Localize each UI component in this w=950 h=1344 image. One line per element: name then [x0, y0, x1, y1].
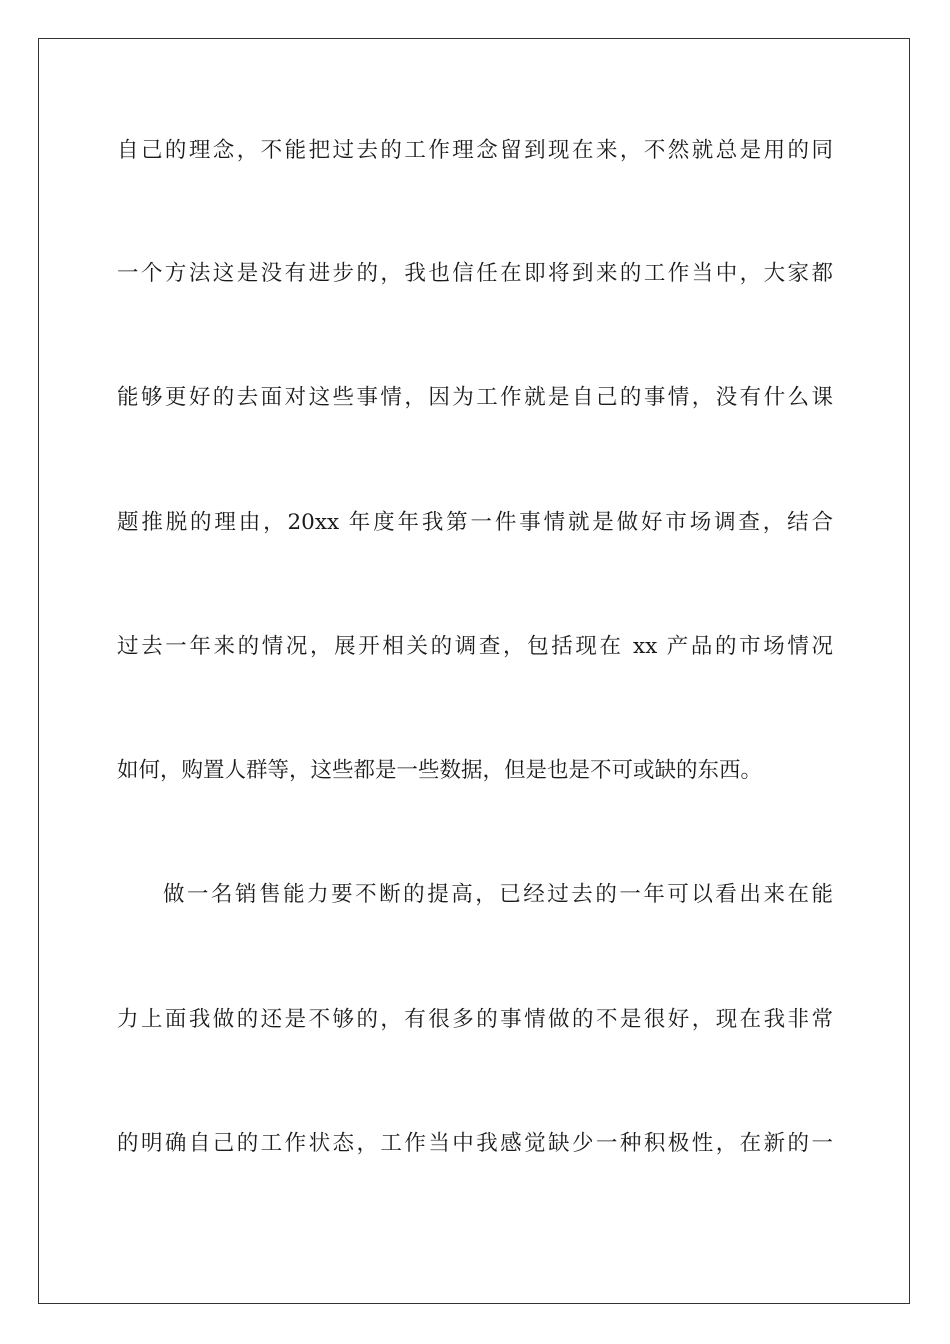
page-border [38, 38, 910, 1304]
text-line-1: 自己的理念，不能把过去的工作理念留到现在来，不然就总是用的同 [117, 138, 833, 163]
text-line-6: 如何，购置人群等，这些都是一些数据，但是也是不可或缺的东西。 [117, 758, 763, 783]
text-line-5: 过去一年来的情况，展开相关的调查，包括现在 xx 产品的市场情况 [117, 634, 833, 659]
text-line-9: 的明确自己的工作状态，工作当中我感觉缺少一种积极性，在新的一 [117, 1131, 833, 1156]
text-line-2: 一个方法这是没有进步的，我也信任在即将到来的工作当中，大家都 [117, 261, 833, 286]
text-line-3: 能够更好的去面对这些事情，因为工作就是自己的事情，没有什么课 [117, 385, 833, 410]
text-line-8: 力上面我做的还是不够的，有很多的事情做的不是很好，现在我非常 [117, 1007, 833, 1032]
text-line-7: 做一名销售能力要不断的提高，已经过去的一年可以看出来在能 [163, 882, 833, 907]
text-line-4: 题推脱的理由，20xx 年度年我第一件事情就是做好市场调查，结合 [117, 510, 833, 535]
